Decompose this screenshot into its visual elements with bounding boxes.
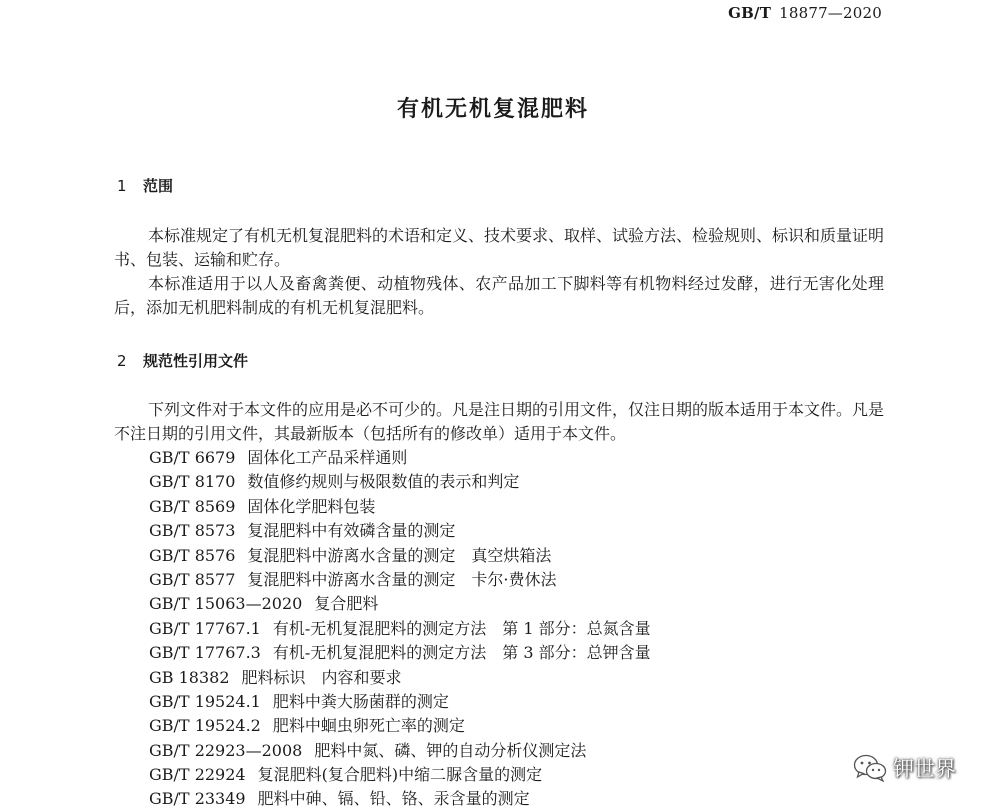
reference-item	[149, 763, 651, 787]
reference-code: GB/T 22924	[149, 765, 246, 785]
reference-title: 复合肥料	[314, 594, 379, 614]
reference-item	[149, 787, 651, 811]
reference-item	[149, 519, 651, 543]
section-heading-scope	[117, 175, 173, 196]
scope-paragraph-1: 本标准规定了有机无机复混肥料的术语和定义、技术要求、取样、试验方法、检验规则、标识和质量证明书、包装、运输和贮存。	[114, 226, 885, 269]
reference-code: GB/T 23349	[149, 789, 246, 809]
reference-code: GB/T 19524.2	[149, 716, 261, 736]
reference-item	[149, 641, 651, 665]
reference-item	[149, 739, 651, 763]
reference-code: GB/T 8170	[149, 472, 236, 492]
wechat-icon	[853, 754, 887, 782]
references-intro-paragraph: 下列文件对于本文件的应用是必不可少的。凡是注日期的引用文件，仅注日期的版本适用于本文件。凡是不注日期的引用文件，其最新版本（包括所有的修改单）适用于本文件。	[114, 400, 885, 443]
reference-item	[149, 470, 651, 494]
reference-code: GB/T 6679	[149, 448, 236, 467]
reference-title: 肥料中氮、磷、钾的自动分析仪测定法	[314, 740, 587, 760]
reference-title: 肥料标识 内容和要求	[241, 667, 402, 687]
section-heading-normative-references	[117, 350, 248, 371]
reference-item	[149, 544, 651, 568]
reference-code: GB/T 8573	[149, 521, 236, 541]
reference-title: 肥料中粪大肠菌群的测定	[272, 691, 449, 711]
watermark	[853, 753, 956, 783]
standard-header	[728, 4, 882, 22]
standard-prefix: GB/T	[728, 4, 772, 22]
reference-code: GB/T 15063—2020	[149, 594, 303, 614]
reference-code: GB/T 8577	[149, 569, 236, 589]
reference-item	[149, 568, 651, 592]
reference-code: GB/T 17767.1	[149, 618, 261, 638]
reference-code: GB/T 19524.1	[149, 691, 261, 711]
document-title: 有机无机复混肥料	[396, 97, 589, 122]
reference-title: 肥料中蛔虫卵死亡率的测定	[272, 716, 465, 736]
reference-title: 固体化工产品采样通则	[247, 448, 408, 467]
reference-code: GB/T 8576	[149, 545, 236, 565]
scope-paragraph-2: 本标准适用于以人及畜禽粪便、动植物残体、农产品加工下脚料等有机物料经过发酵，进行无害化处理后，添加无机肥料制成的有机无机复混肥料。	[114, 274, 884, 317]
reference-title: 复混肥料中游离水含量的测定 卡尔·费休法	[247, 569, 557, 589]
reference-code: GB/T 22923—2008	[149, 740, 303, 760]
reference-title: 固体化学肥料包装	[247, 496, 376, 516]
standard-code: 18877—2020	[779, 4, 882, 22]
reference-title: 有机-无机复混肥料的测定方法 第 1 部分：总氮含量	[272, 618, 651, 638]
reference-title: 有机-无机复混肥料的测定方法 第 3 部分：总钾含量	[272, 643, 651, 663]
reference-item	[149, 592, 651, 616]
section-number: 2	[117, 352, 127, 370]
reference-code: GB/T 8569	[149, 496, 236, 516]
section-title: 规范性引用文件	[143, 352, 249, 370]
reference-code: GB 18382	[149, 667, 230, 687]
reference-item	[149, 714, 651, 738]
reference-title: 复混肥料(复合肥料)中缩二脲含量的测定	[257, 765, 543, 785]
reference-title: 复混肥料中游离水含量的测定 真空烘箱法	[247, 545, 552, 565]
reference-item	[149, 690, 651, 714]
reference-code: GB/T 17767.3	[149, 643, 261, 663]
section-title: 范围	[143, 177, 174, 195]
watermark-text: 钾世界	[893, 757, 956, 781]
reference-item	[149, 617, 651, 641]
reference-title: 肥料中砷、镉、铅、铬、汞含量的测定	[257, 789, 530, 809]
reference-item	[149, 666, 651, 690]
section-number: 1	[117, 177, 127, 195]
reference-item	[149, 495, 651, 519]
reference-title: 复混肥料中有效磷含量的测定	[247, 521, 456, 541]
reference-list	[149, 446, 651, 812]
reference-item	[149, 446, 651, 470]
reference-title: 数值修约规则与极限数值的表示和判定	[247, 472, 520, 492]
